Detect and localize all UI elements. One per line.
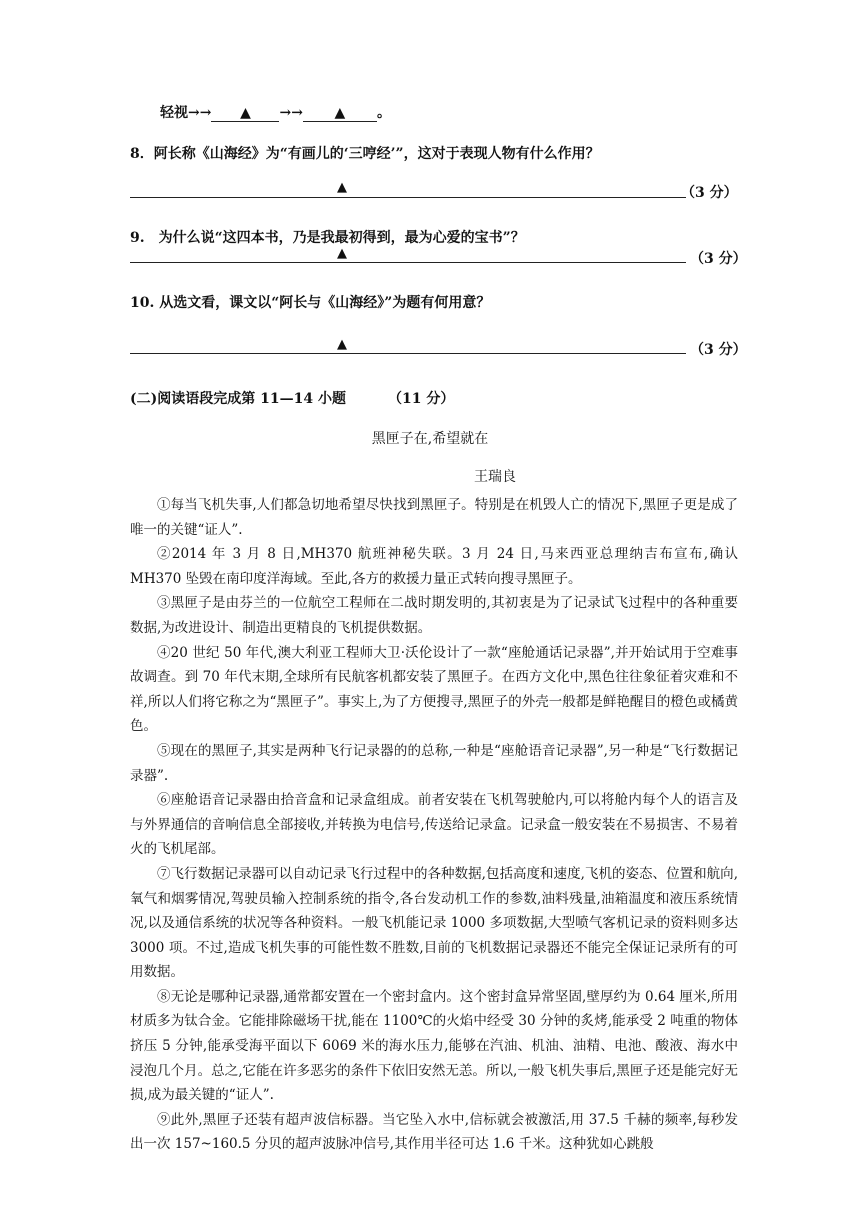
blank-marker-icon: ▲	[337, 180, 347, 195]
answer-line-8[interactable]	[130, 197, 686, 198]
score-10: （3 分）	[690, 342, 747, 358]
q7-prefix: 轻视	[160, 105, 188, 121]
answer-line-10[interactable]	[130, 353, 686, 354]
paragraph: ④20 世纪 50 年代,澳大利亚工程师大卫·沃伦设计了一款“座舱通话记录器”,并开始试用于空难事故调查。到 70 年代末期,全球所有民航客机都安装了黑匣子。在西方文化中,黑色往往象征着灾难和不祥,所以人们将它称之为“黑匣子”。事实上,为了方便搜寻,黑匣子的外壳一般都是鲜艳醒目的橙色或橘黄色。	[130, 644, 738, 735]
question-8: 8．阿长称《山海经》为“有画儿的‘三哼经’”，这对于表现人物有什么作用？	[130, 146, 600, 162]
score-8: （3 分）	[681, 185, 738, 201]
q7-answer-line	[160, 102, 391, 122]
section-title: (二)阅读语段完成第 11—14 小题	[130, 391, 346, 407]
question-10: 10. 从选文看，课文以“阿长与《山海经》”为题有何用意？	[130, 295, 491, 311]
answer-line-9[interactable]	[130, 262, 686, 263]
article-title: 黑匣子在,希望就在	[371, 431, 489, 447]
paragraph: ①每当飞机失事,人们都急切地希望尽快找到黑匣子。特别是在机毁人亡的情况下,黑匣子更是成了唯一的关键“证人”.	[130, 497, 738, 538]
paragraph: ⑤现在的黑匣子,其实是两种飞行记录器的的总称,一种是“座舱语音记录器”,另一种是“飞行数据记录器”.	[130, 742, 738, 784]
section-heading	[130, 388, 454, 408]
paragraph: ⑥座舱语音记录器由拾音盒和记录盒组成。前者安装在飞机驾驶舱内,可以将舱内每个人的语言及与外界通信的音响信息全部接收,并转换为电信号,传送给记录盒。记录盒一般安装在不易损害、不易着火的飞机尾部。	[130, 792, 738, 858]
article-author: 王瑞良	[474, 469, 516, 485]
arrow: →→	[188, 105, 212, 121]
blank-marker-icon: ▲	[337, 337, 347, 352]
blank-marker-icon: ▲	[334, 105, 346, 121]
blank-marker-icon: ▲	[337, 246, 347, 261]
question-9: 9. 为什么说“这四本书，乃是我最初得到，最为心爱的宝书”？	[130, 230, 525, 246]
paragraph: ⑧无论是哪种记录器,通常都安置在一个密封盒内。这个密封盒异常坚固,壁厚约为 0.64 厘米,所用材质多为钛合金。它能排除磁场干扰,能在 1100℃的火焰中经受 30 分钟的炙烤,能承受 2 吨重的物体挤压 5 分钟,能承受海平面以下 6069 米的海水压力,能够在汽油、机油、油精、电池、酸液、海水中浸泡几个月。总之,它能在许多恶劣的条件下依旧安然无恙。所以,一般飞机失事后,黑匣子还是能完好无损,成为最关键的“证人”.	[130, 988, 738, 1104]
period: 。	[376, 105, 391, 121]
blank-marker-icon: ▲	[240, 105, 251, 121]
paragraph: ②2014 年 3 月 8 日,MH370 航班神秘失联。3 月 24 日,马来西亚总理纳吉布宣布,确认 MH370 坠毁在南印度洋海域。至此,各方的救援力量正式转向搜寻黑匣子。	[130, 546, 738, 587]
article-body	[130, 493, 738, 1157]
paragraph: ③黑匣子是由芬兰的一位航空工程师在二战时期发明的,其初衷是为了记录试飞过程中的各种重要数据,为改进设计、制造出更精良的飞机提供数据。	[130, 595, 738, 636]
score-9: （3 分）	[690, 251, 747, 267]
paragraph: ⑦飞行数据记录器可以自动记录飞行过程中的各种数据,包括高度和速度,飞机的姿态、位置和航向,氧气和烟雾情况,驾驶员输入控制系统的指令,各台发动机工作的参数,油料残量,油箱温度和液压系统情况,以及通信系统的状况等各种资料。一般飞机能记录 1000 多项数据,大型喷气客机记录的资料则多达 3000 项。不过,造成飞机失事的可能性数不胜数,目前的飞机数据记录器还不能完全保证记录所有的可用数据。	[130, 865, 738, 981]
section-score: （11 分）	[387, 391, 455, 407]
paragraph: ⑨此外,黑匣子还装有超声波信标器。当它坠入水中,信标就会被激活,用 37.5 千赫的频率,每秒发出一次 157~160.5 分贝的超声波脉冲信号,其作用半径可达 1.6 千米。这种犹如心跳般	[130, 1111, 738, 1153]
arrow: →→	[279, 105, 303, 121]
answer-blank[interactable]	[303, 105, 377, 122]
answer-blank[interactable]	[211, 105, 279, 122]
